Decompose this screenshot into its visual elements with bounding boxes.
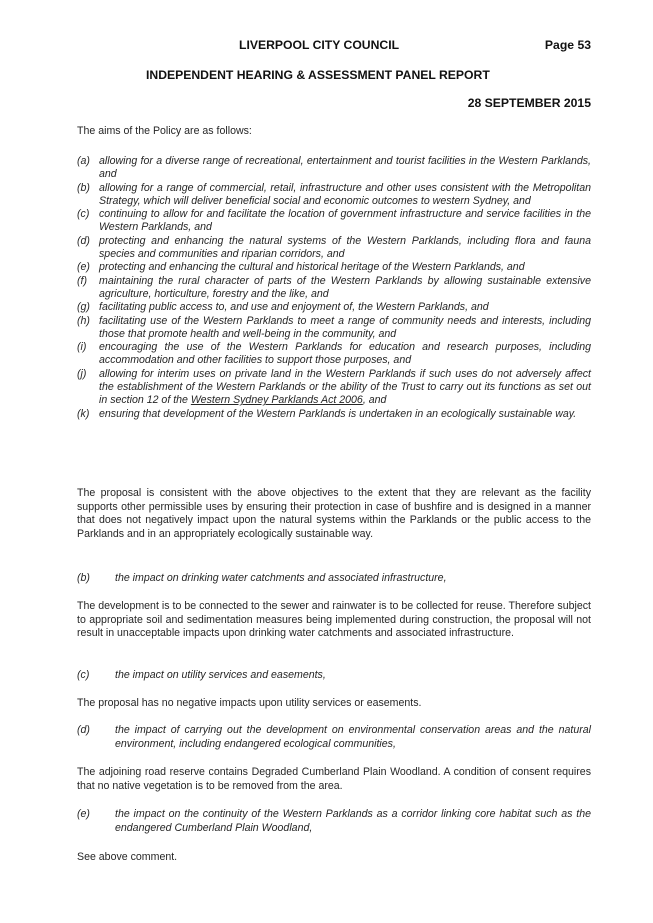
- aim-marker: (f): [77, 274, 87, 287]
- consistency-paragraph: The proposal is consistent with the above objectives to the extent that they are relevant as the facility supports other permissible uses by ensuring their protection in case of bushfire and is designed in a manner that does not negatively impact upon the natural systems within the Parklands or the public access to the Parklands and in an appropriately ecologically sustainable way.: [77, 487, 591, 540]
- aim-marker: (b): [77, 181, 90, 194]
- criterion-text: the impact on drinking water catchments and associated infrastructure,: [115, 572, 447, 584]
- aim-marker: (i): [77, 341, 87, 354]
- criterion-heading: [77, 669, 591, 683]
- aims-list: [77, 155, 591, 421]
- criterion-marker: (b): [77, 572, 90, 584]
- criterion-heading: [77, 572, 591, 586]
- aim-item: [77, 182, 591, 209]
- page-number: Page 53: [544, 38, 591, 52]
- aim-text: facilitating public access to, and use and enjoyment of, the Western Parklands, and: [99, 301, 489, 314]
- aims-intro: The aims of the Policy are as follows:: [77, 125, 252, 137]
- council-header: LIVERPOOL CITY COUNCIL: [239, 38, 400, 52]
- criterion-heading: [77, 808, 591, 835]
- aim-text: ensuring that development of the Western Parklands is undertaken in an ecologically sustainable way.: [99, 407, 577, 420]
- aim-item: [77, 301, 591, 314]
- aim-item: [77, 368, 591, 408]
- report-date: 28 SEPTEMBER 2015: [467, 96, 591, 110]
- aim-marker: (g): [77, 301, 90, 314]
- aim-item: [77, 155, 591, 182]
- aim-text: encouraging the use of the Western Parklands for education and research purposes, including accommodation and other facilities to support those purposes, and: [99, 341, 591, 367]
- aim-marker: (e): [77, 261, 90, 274]
- aim-marker: (c): [77, 208, 90, 221]
- report-title: INDEPENDENT HEARING & ASSESSMENT PANEL REPORT: [146, 68, 490, 82]
- criterion-response: The proposal has no negative impacts upon utility services or easements.: [77, 697, 422, 709]
- criterion-marker: (d): [77, 724, 90, 736]
- aim-text: facilitating use of the Western Parklands to meet a range of community needs and interests, including those that promote health and well-being in the community, and: [99, 314, 591, 340]
- aim-text: allowing for interim uses on private land in the Western Parklands if such uses do not adversely affect the establishment of the Western Parklands or the ability of the Trust to carry out its functions as set out in section 12 of the: [99, 367, 591, 407]
- aim-marker: (j): [77, 367, 87, 380]
- aim-text: protecting and enhancing the natural systems of the Western Parklands, including flora and fauna species and communities and riparian corridors, and: [99, 234, 591, 261]
- aim-text: allowing for a range of commercial, retail, infrastructure and other uses consistent with the Metropolitan Strategy, which will deliver beneficial social and economic outcomes to western Sydney, and: [99, 181, 591, 207]
- aim-marker: (h): [77, 314, 90, 327]
- criterion-text: the impact on the continuity of the Western Parklands as a corridor linking core habitat such as the endangered Cumberland Plain Woodland,: [115, 808, 591, 834]
- act-reference-link: Western Sydney Parklands Act 2006: [190, 394, 363, 407]
- criterion-marker: (c): [77, 669, 90, 681]
- criterion-response: The development is to be connected to the sewer and rainwater is to be collected for reuse. Therefore subject to appropriate soil and sedimentation measures being implemented during construction, the proposal will not result in unacceptable impacts upon drinking water catchments and associated infrastructure.: [77, 600, 591, 639]
- criterion-heading: [77, 724, 591, 751]
- aim-item: [77, 408, 591, 421]
- aim-item: [77, 275, 591, 302]
- criterion-marker: (e): [77, 808, 90, 820]
- aim-item: [77, 341, 591, 368]
- aim-item: [77, 208, 591, 235]
- aim-marker: (a): [77, 155, 90, 167]
- criterion-text: the impact on utility services and easements,: [115, 669, 326, 681]
- aim-text-end: , and: [362, 394, 387, 407]
- aim-text: protecting and enhancing the cultural and historical heritage of the Western Parklands, and: [99, 261, 525, 274]
- aim-text: continuing to allow for and facilitate the location of government infrastructure and service facilities in the Western Parklands, and: [99, 208, 591, 234]
- aim-item: [77, 315, 591, 342]
- criterion-response: See above comment.: [77, 851, 178, 863]
- aim-text: allowing for a diverse range of recreational, entertainment and tourist facilities in the Western Parklands, and: [99, 155, 591, 181]
- criterion-text: the impact of carrying out the development on environmental conservation areas and the natural environment, including endangered ecological communities,: [115, 724, 591, 750]
- aim-marker: (d): [77, 234, 90, 247]
- aim-text: maintaining the rural character of parts of the Western Parklands by allowing sustainable extensive agriculture, horticulture, forestry and the like, and: [99, 274, 591, 300]
- aim-item: [77, 261, 591, 274]
- aim-marker: (k): [77, 407, 90, 420]
- criterion-response: The adjoining road reserve contains Degraded Cumberland Plain Woodland. A condition of consent requires that no native vegetation is to be removed from the area.: [77, 766, 591, 792]
- aim-item: [77, 235, 591, 262]
